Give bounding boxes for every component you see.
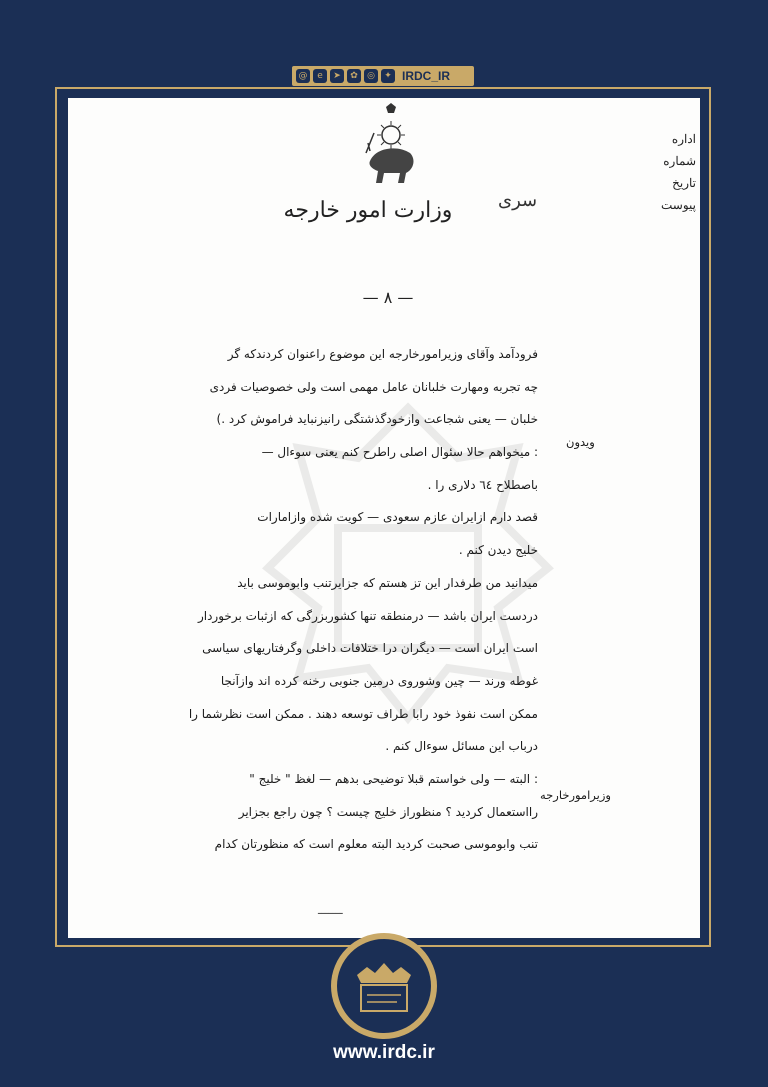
web-icon[interactable]: e [313,69,327,83]
text-line: غوطه ورند — چین وشوروی درمین جنوبی رخنه کرده اند وازآنجا [220,673,538,688]
lion-and-sun-emblem [358,103,424,187]
text-line: ممکن است نفوذ خود رابا طراف توسعه دهند . ممکن است نظرشما را [188,706,538,721]
telegram-icon[interactable]: ➤ [330,69,344,83]
speaker-label: وزیرامورخارجه [540,788,611,802]
text-line: میدانید من طرفدار این تز هستم که جزایرتنب وابوموسی باید [237,575,538,590]
speaker-label: ویدون [566,435,595,449]
text-line: : البته — ولی خواستم قبلا توضیحی بدهم — لغظ " خلیج " [249,771,538,786]
document-body [158,338,538,861]
letterhead-field: اداره [671,132,696,146]
text-line: باصطلاح ٦٤ دلاری را . [427,477,538,492]
logo-emblem [337,939,431,1033]
text-line: دردست ایران باشد — درمنطقه تنها کشوربزرگی که ازثبات برخوردار [197,608,538,623]
letterhead-fields [636,128,696,216]
twitter-icon[interactable]: ✦ [381,69,395,83]
ministry-heading: وزارت امور خارجه [283,198,453,223]
text-line: رااستعمال کردید ؟ منظوراز خلیج چیست ؟ چون راجع بجزایر [238,804,538,819]
classification-label: سری [498,190,538,211]
email-icon[interactable]: @ [296,69,310,83]
page-number: — ۸ — [362,288,414,307]
text-line: چه تجربه ومهارت خلبانان عامل مهمی است ولی خصوصیات فردی [209,379,538,394]
website-url[interactable]: www.irdc.ir [333,1042,435,1063]
document-page [68,98,700,938]
irdc-logo[interactable] [331,933,437,1039]
instagram-icon[interactable]: ◎ [364,69,378,83]
text-line: : میخواهم حالا سئوال اصلی راطرح کنم یعنی سوءال — [261,445,538,460]
aparat-icon[interactable]: ✿ [347,69,361,83]
text-line: فرودآمد وآقای وزیرامورخارجه این موضوع راعنوان کردندکه گر [227,347,538,361]
letterhead-field: پیوست [661,198,696,212]
social-bar [292,66,474,86]
text-line: است ایران است — دیگران درا ختلافات داخلی وگرفتاریهای سیاسی [202,641,538,656]
text-line: قصد دارم ازایران عازم سعودی — کویت شده وازامارات [257,510,538,525]
letterhead-field: تاریخ [672,176,696,190]
letterhead-field: شماره [663,154,696,168]
text-line: خلبان — یعنی شجاعت وازخودگذشتگی رانیزنباید فراموش کرد .) [216,412,538,427]
text-line: درباب این مسائل سوءال کنم . [385,739,538,754]
continuation-mark: ـــــــ [318,903,343,917]
text-line: خلیج دیدن کنم . [458,543,538,558]
logo-graphic-icon [337,939,431,1033]
text-line: تنب وابوموسی صحبت کردید البته معلوم است که منظورتان کدام [214,837,538,852]
social-handle[interactable]: IRDC_IR [402,69,451,83]
